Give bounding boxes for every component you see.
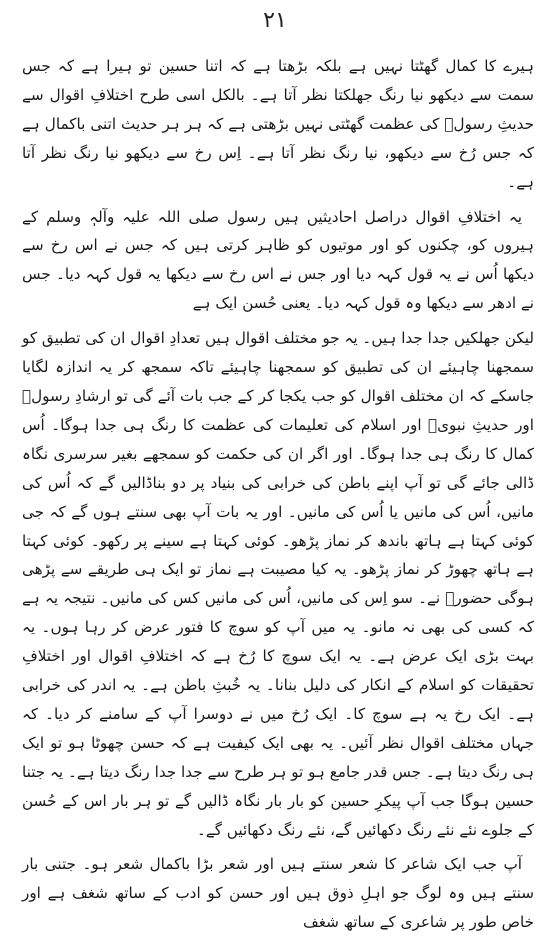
paragraph-3: لیکن جھلکیں جدا جدا ہیں۔ یہ جو مختلف اقوال ہیں تعدادِ اقوال ان کی تطبیق کو سمجھنا چاہیئے ان کی تطبیق کو سمجھنا چاہیئے تاکہ سمجھ کر یہ اندازہ لگایا جاسکے کہ ان مختلف اقوال کو جب یکجا کر کے جب بات آئے گی تو ارشادِ رسولؐ اور حدیثِ نبویؐ اور اسلام کی تعلیمات کی عظمت کا رنگ ہی جدا ہوگا۔ اُس کمال کا رنگ ہی جدا ہوگا۔ اور اگر ان کی حکمت کو سمجھے بغیر سرسری نگاہ ڈالی جائے گی تو آپ اپنے باطن کی خرابی کی بنیاد پر دو بناڈالیں گے کہ اُس کی مانیں، اُس کی مانیں یا اُس کی مانیں۔ اور یہ بات آپ بھی سنتے ہوں گے کہ جی کوئی کہتا ہے ہاتھ باندھ کر نماز پڑھو۔ کوئی کہتا ہے سینے پر رکھو۔ کوئی کہتا ہے ہاتھ چھوڑ کر نماز پڑھو۔ یہ کیا مصیبت ہے نماز تو ایک ہی طریقے سے پڑھی ہوگی حضورؐ نے۔ سو اِس کی مانیں، اُس کی مانیں کس کی مانیں۔ نتیجہ یہ ہے کہ کسی کی بھی نہ مانو۔ یہ میں آپ کو سوچ کا فتور عرض کر رہا ہوں۔ یہ بہت بڑی ایک عرض ہے۔ یہ ایک سوچ کا رُخ ہے کہ اختلافِ اقوال اور اختلافِ تحقیقات کو اسلام کے انکار کی دلیل بنانا۔ یہ خُبثِ باطن ہے۔ یہ اندر کی خرابی ہے۔ ایک رخ یہ ہے سوچ کا۔ ایک رُخ میں نے دوسرا آپ کے سامنے کر دیا۔ کہ جہاں مختلف اقوال نظر آئیں۔ یہ بھی ایک کیفیت ہے کہ حسن چھوٹا ہو تو ایک ہی رنگ دیتا ہے۔ جس قدر جامع ہو تو ہر طرح سے جدا جدا رنگ دیتا ہے۔ یہ جتنا حسین ہوگا جب آپ پیکرِ حسین کو بار بار نگاہ ڈالیں گے تو ہر بار اس کے حُسن کے جلوے نئے نئے رنگ دکھائیں گے، نئے رنگ دکھائیں گے۔ bbox=[22, 329, 534, 839]
paragraph-2: یہ اختلافِ اقوال دراصل احادیثیں ہیں رسول صلی اللہ علیہ وآلہٖ وسلم کے ہیروں کو، چکنوں کو اور موتیوں کو ظاہر کرتی ہیں کہ جس نے اس رخ سے دیکھا اُس نے یہ قول کہہ دیا اور جس نے اس رخ سے دیکھا یہ قول کہہ دیا۔ جس نے ادھر سے دیکھا وہ قول کہہ دیا۔ یعنی حُسن ایک ہے bbox=[22, 207, 534, 313]
page-number: ۲۱ bbox=[263, 8, 287, 33]
paragraph-4: آپ جب ایک شاعر کا شعر سنتے ہیں اور شعر بڑا باکمال شعر ہو۔ جتنی بار سنتے ہیں وہ لوگ جو اہلِ ذوق ہیں اور حسن کو ادب کے ساتھ شغف ہے اور خاص طور پر شاعری کے ساتھ شغف bbox=[22, 855, 534, 932]
paragraph-1: ہیرے کا کمال گھٹتا نہیں ہے بلکہ بڑھتا ہے کہ اتنا حسین تو ہیرا ہے کہ جس سمت سے دیکھو نیا رنگ جھلکتا نظر آتا ہے۔ بالکل اسی طرح اختلافِ اقوال سے حدیثِ رسولؐ کی عظمت گھٹتی نہیں بڑھتی ہے کہ ہر ہر حدیث اتنی باکمال ہے کہ جس رُخ سے دیکھو، نیا رنگ نظر آتا ہے۔ اِس رخ سے دیکھو نیا رنگ نظر آتا ہے۔ bbox=[22, 57, 534, 191]
page-body-text bbox=[22, 52, 534, 943]
